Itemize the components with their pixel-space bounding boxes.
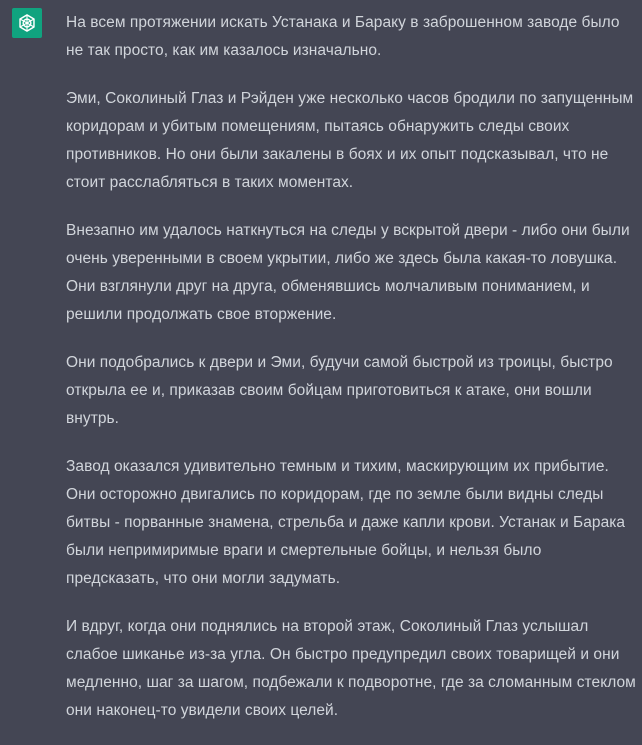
message-paragraph-3: Внезапно им удалось наткнуться на следы у вскрытой двери - либо они были очень уверенными в своем укрытии, либо же здесь была какая-то ловушка. Они взглянули друг на друга, обменявшись молчаливым пониманием, и решили продолжать свое вторжение.	[66, 222, 630, 323]
openai-logo-icon	[16, 12, 38, 34]
message-paragraph-4: Они подобрались к двери и Эми, будучи самой быстрой из троицы, быстро открыла ее и, приказав своим бойцам приготовиться к атаке, они вошли внутрь.	[66, 354, 613, 427]
message-paragraph-2: Эми, Соколиный Глаз и Рэйден уже несколько часов бродили по запущенным коридорам и убитым помещениям, пытаясь обнаружить следы своих противников. Но они были закалены в боях и их опыт подсказывал, что не стоит расслабляться в таких моментах.	[66, 90, 634, 191]
message-paragraph-5: Завод оказался удивительно темным и тихим, маскирующим их прибытие. Они осторожно двигались по коридорам, где по земле были видны следы битвы - порванные знамена, стрельба и даже капли крови. Устанак и Барака были непримиримые враги и смертельные бойцы, и нельзя было предсказать, что они могли задумать.	[66, 458, 626, 587]
message-paragraph-6: И вдруг, когда они поднялись на второй этаж, Соколиный Глаз услышал слабое шиканье из-за угла. Он быстро предупредил своих товарищей и они медленно, шаг за шагом, подбежали к подворотне, где за сломанным стеклом они наконец-то увидели своих целей.	[66, 618, 636, 719]
message-paragraph-1: На всем протяжении искать Устанака и Бараку в заброшенном заводе было не так просто, как им казалось изначально.	[66, 14, 620, 59]
assistant-avatar	[12, 8, 42, 38]
assistant-message-text	[66, 9, 636, 745]
